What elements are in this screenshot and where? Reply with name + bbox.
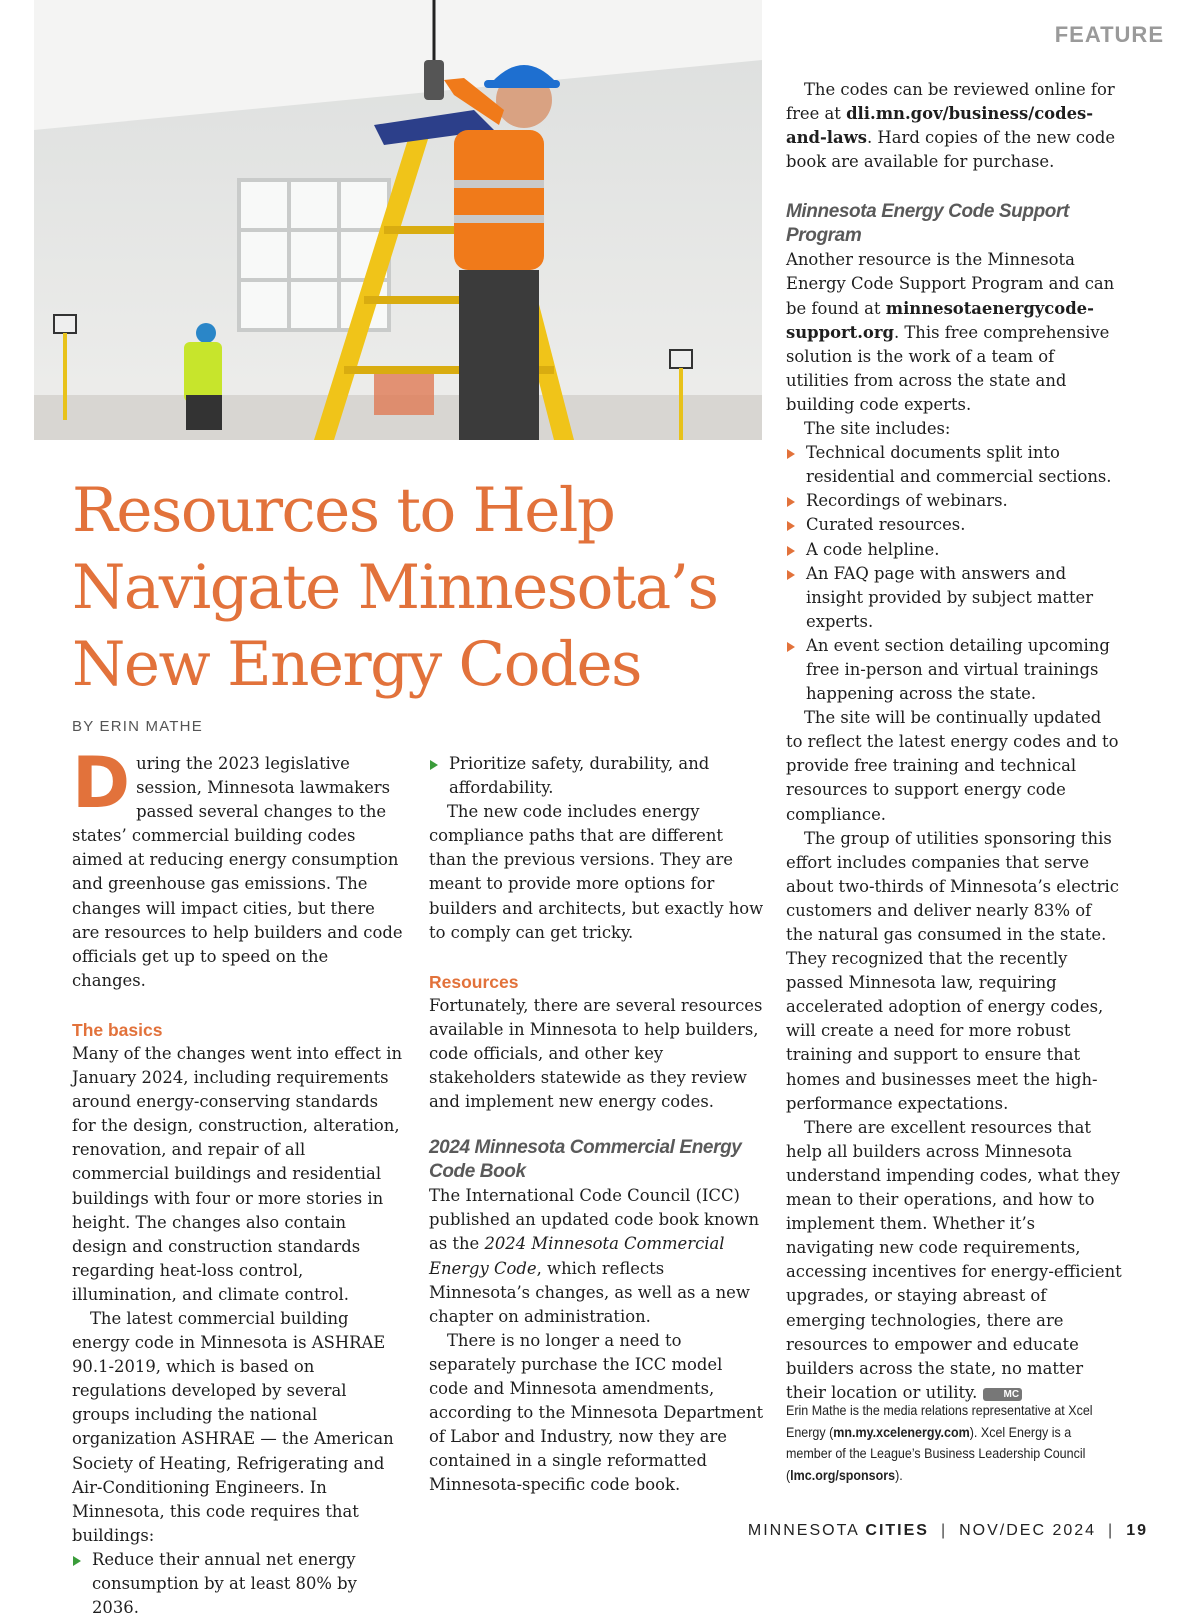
basics-paragraph-2: The latest commercial building energy code in Minnesota is ASHRAE 90.1-2019, which is based on regulations developed by several groups including the national organization ASHRAE — the American Society of Heating, Refrigerating and Air-Conditioning Engineers. In Minnesota, this code requires that buildings: [72, 1308, 394, 1545]
bullet-triangle-icon [787, 449, 795, 459]
resources-paragraph: Fortunately, there are several resources available in Minnesota to help builders, code officials, and other key stakeholders statewide as they review and implement new energy codes. [429, 995, 763, 1112]
requirements-list-cont [429, 752, 765, 800]
codes-online-paragraph [786, 78, 1122, 174]
support-link[interactable]: minnesotaenergycode-support.org [786, 298, 1094, 342]
footer-divider: | [940, 1522, 948, 1539]
site-includes-intro: The site includes: [804, 419, 951, 439]
page-number: 19 [1126, 1522, 1148, 1539]
bullet-triangle-icon [787, 546, 795, 556]
list-item [786, 562, 1122, 634]
end-mark-logo: MC [983, 1388, 1023, 1401]
dli-link[interactable]: dli.mn.gov/business/codes-and-laws [786, 104, 1094, 148]
bio-text-c: ). [895, 1467, 903, 1483]
compliance-paragraph: The new code includes energy compliance paths that are different than the previous versions. They are meant to provide more options for builders and architects, but exactly how to comply can get tricky. [429, 802, 764, 942]
codes-online-text-b: . Hard copies of the new code book are available for purchase. [786, 128, 1116, 172]
bullet-triangle-icon [73, 1556, 81, 1566]
support-paragraph [786, 248, 1122, 417]
hero-photo [34, 0, 762, 440]
title-line-3: New Energy Codes [72, 629, 641, 700]
xcel-link[interactable]: mn.my.xcelenergy.com [833, 1424, 970, 1440]
list-item [429, 752, 765, 800]
drop-cap: D [72, 742, 131, 824]
list-item-text: Curated resources. [806, 515, 966, 535]
author-bio [786, 1400, 1099, 1486]
issue-date: NOV/DEC 2024 [959, 1522, 1097, 1539]
heading-the-basics: The basics [72, 1019, 163, 1040]
footer-divider: | [1108, 1522, 1115, 1539]
construction-worker-photo [34, 0, 762, 440]
requirements-list [72, 1548, 406, 1620]
bullet-triangle-icon [787, 497, 795, 507]
code-book-paragraph-2: There is no longer a need to separately purchase the ICC model code and Minnesota amendments, according to the Minnesota Department of Labor and Industry, now they are contained in a single reformatted Minnesota-specific code book. [429, 1330, 764, 1495]
byline: BY ERIN MATHE [72, 718, 203, 735]
magazine-name-b: CITIES [865, 1522, 929, 1539]
list-item-text: An FAQ page with answers and insight provided by subject matter experts. [806, 563, 1094, 631]
list-item [72, 1548, 406, 1620]
list-item-text: Prioritize safety, durability, and affordability. [449, 754, 710, 798]
bio-text-a: Erin Mathe is the media relations representative at Xcel Energy ( [786, 1403, 1093, 1440]
code-book-paragraph-1 [429, 1184, 765, 1329]
intro-paragraph [72, 742, 406, 993]
column-2 [429, 752, 765, 1497]
list-item [786, 513, 1122, 537]
title-line-1: Resources to Help [72, 475, 615, 546]
utilities-paragraph: The group of utilities sponsoring this effort includes companies that serve about two-thirds of Minnesota’s electric customers and deliver nearly 83% of the natural gas consumed in the state. They recognized that the recently passed Minnesota law, requiring accelerated adoption of energy codes, will create a need for more robust training and support to ensure that homes and businesses meet the high-performance expectations. [786, 828, 1119, 1113]
closing-paragraph [786, 1116, 1122, 1405]
list-item-text: An event section detailing upcoming free in-person and virtual trainings happening across the state. [806, 635, 1110, 704]
section-tag: FEATURE [1054, 22, 1164, 47]
list-item [786, 538, 1122, 562]
list-item [786, 489, 1122, 513]
code-book-text-a: The International Code Council (ICC) published an updated code book known as the [429, 1186, 759, 1254]
bullet-triangle-icon [430, 760, 438, 770]
bio-text-b: ). Xcel Energy is a member of the League’s Business Leadership Council ( [786, 1424, 1086, 1483]
page-footer [748, 1522, 1148, 1540]
bullet-triangle-icon [787, 521, 795, 531]
list-item [786, 634, 1122, 706]
site-includes-list [786, 441, 1122, 706]
basics-paragraph-1: Many of the changes went into effect in January 2024, including requirements around energy-conserving standards for the design, construction, alteration, renovation, and repair of all commercial buildings and residential buildings with four or more stories in height. The changes also contain design and construction standards regarding heat-loss control, illumination, and climate control. [72, 1043, 403, 1304]
list-item-text: Technical documents split into residential and commercial sections. [806, 443, 1112, 487]
intro-text: uring the 2023 legislative session, Minnesota lawmakers passed several changes to the states’ commercial building codes aimed at reducing energy consumption and greenhouse gas emissions. The changes will impact cities, but there are resources to help builders and code officials get up to speed on the changes. [72, 754, 403, 990]
updated-paragraph: The site will be continually updated to reflect the latest energy codes and to provide free training and technical resources to support energy code compliance. [786, 708, 1119, 824]
bullet-triangle-icon [787, 642, 795, 652]
list-item-text: Reduce their annual net energy consumption by at least 80% by 2036. [92, 1549, 357, 1618]
codes-online-text-a: The codes can be reviewed online for free at [786, 80, 1115, 124]
list-item [786, 441, 1122, 489]
column-3 [786, 78, 1122, 1405]
code-book-text-b: , which reflects Minnesota’s changes, as well as a new chapter on administration. [429, 1258, 750, 1326]
lmc-link[interactable]: lmc.org/sponsors [790, 1467, 896, 1483]
title-line-2: Navigate Minnesota’s [72, 552, 718, 623]
article-title [72, 472, 772, 703]
support-text-b: . This free comprehensive solution is the work of a team of utilities from across the state and building code experts. [786, 322, 1110, 414]
closing-text: There are excellent resources that help all builders across Minnesota understand impending codes, what they mean to their operations, and how to implement them. Whether it’s navigating new code requirements, accessing incentives for energy-efficient upgrades, or staying abreast of emerging technologies, there are resources to empower and educate builders across the state, no matter their location or utility. [786, 1117, 1122, 1402]
bullet-triangle-icon [787, 570, 795, 580]
code-book-title: 2024 Minnesota Commercial Energy Code [429, 1234, 725, 1278]
support-text-a: Another resource is the Minnesota Energy Code Support Program and can be found at [786, 250, 1115, 318]
heading-support-program: Minnesota Energy Code Support Program [786, 201, 1069, 247]
heading-resources: Resources [429, 971, 519, 992]
list-item-text: Recordings of webinars. [806, 491, 1008, 511]
column-1 [72, 742, 406, 1620]
list-item-text: A code helpline. [806, 539, 940, 559]
magazine-name-a: MINNESOTA [747, 1522, 859, 1539]
heading-code-book: 2024 Minnesota Commercial Energy Code Book [429, 1137, 742, 1183]
